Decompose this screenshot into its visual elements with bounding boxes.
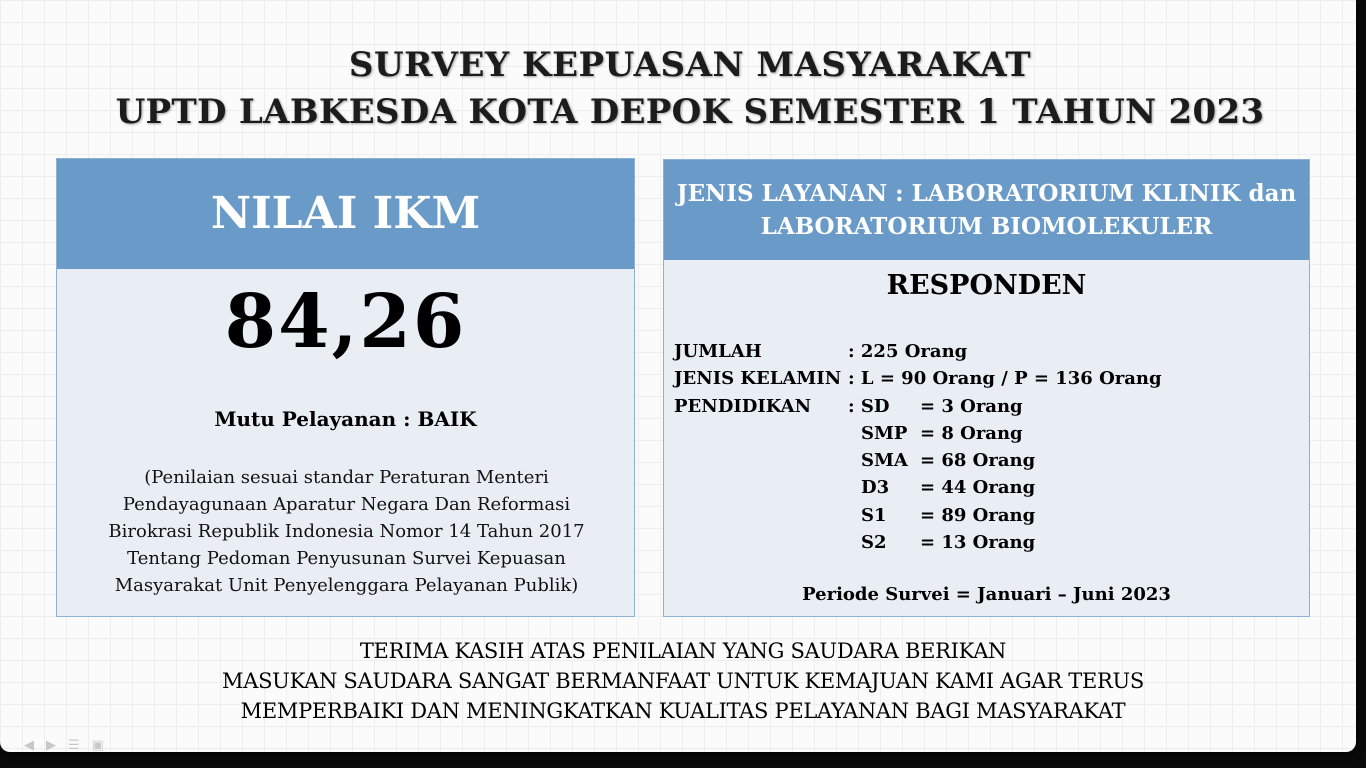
pendidikan-level: : SD [848, 395, 890, 417]
previous-slide-icon[interactable]: ◀ [24, 738, 46, 753]
note-line: Birokrasi Republik Indonesia Nomor 14 Tahun 2017 [108, 521, 585, 542]
slide-show-icon[interactable]: ▣ [91, 738, 116, 753]
footer-line-2: MASUKAN SAUDARA SANGAT BERMANFAAT UNTUK KEMAJUAN KAMI AGAR TERUS [222, 669, 1144, 693]
menu-icon[interactable]: ☰ [68, 738, 92, 753]
note-line: Pendayagunaan Aparatur Negara Dan Reformasi [122, 494, 571, 515]
pendidikan-count: = 89 Orang [920, 504, 1036, 526]
pendidikan-count: = 8 Orang [920, 422, 1023, 444]
jenis-kelamin-row [674, 365, 1294, 392]
ikm-score: 84,26 [224, 279, 467, 365]
layanan-panel-header [664, 160, 1309, 260]
slide-title [0, 42, 1366, 136]
pendidikan-row [674, 420, 1294, 447]
note-line: (Penilaian sesuai standar Peraturan Menteri [144, 467, 549, 488]
pendidikan-count: = 68 Orang [920, 450, 1036, 472]
pendidikan-row [674, 474, 1294, 501]
pendidikan-row [674, 447, 1294, 474]
pendidikan-row [674, 393, 1294, 420]
next-slide-icon[interactable]: ▶ [46, 738, 68, 753]
jenis-kelamin-value: : L = 90 Orang / P = 136 Orang [848, 368, 1162, 390]
ikm-panel-header: NILAI IKM [57, 159, 634, 269]
jumlah-row [674, 338, 1294, 365]
jumlah-label: JUMLAH [674, 341, 762, 362]
thank-you-message [0, 636, 1366, 726]
title-line-2: UPTD LABKESDA KOTA DEPOK SEMESTER 1 TAHUN 2023 [115, 92, 1265, 132]
layanan-panel [663, 159, 1310, 617]
slide-navigation [24, 738, 116, 753]
pendidikan-level: SMP [861, 422, 908, 444]
service-quality-label: Mutu Pelayanan : BAIK [214, 407, 477, 431]
pendidikan-level: S1 [861, 504, 887, 526]
ikm-panel [56, 158, 635, 617]
jenis-kelamin-label: JENIS KELAMIN [674, 368, 842, 390]
survey-period: Periode Survei = Januari – Juni 2023 [802, 584, 1171, 605]
pendidikan-level: S2 [861, 532, 887, 554]
pendidikan-count: = 3 Orang [920, 395, 1023, 417]
pendidikan-count: = 44 Orang [920, 477, 1036, 499]
note-line: Tentang Pedoman Penyusunan Survei Kepuasan [127, 548, 566, 569]
pendidikan-count: = 13 Orang [920, 532, 1036, 554]
pendidikan-level: SMA [861, 450, 908, 472]
jumlah-value: : 225 Orang [848, 341, 968, 362]
pendidikan-label: PENDIDIKAN [674, 395, 812, 417]
layanan-header-line-1: JENIS LAYANAN : LABORATORIUM KLINIK dan [676, 180, 1297, 207]
regulation-note [77, 464, 616, 599]
pendidikan-row [674, 529, 1294, 556]
pendidikan-row [674, 502, 1294, 529]
responden-title: RESPONDEN [886, 270, 1087, 301]
pendidikan-level: D3 [861, 477, 890, 499]
footer-line-3: MEMPERBAIKI DAN MENINGKATKAN KUALITAS PELAYANAN BAGI MASYARAKAT [240, 699, 1126, 723]
note-line: Masyarakat Unit Penyelenggara Pelayanan Publik) [114, 575, 579, 596]
layanan-header-line-2: LABORATORIUM BIOMOLEKULER [760, 213, 1213, 240]
responden-details [674, 338, 1294, 556]
title-line-1: SURVEY KEPUASAN MASYARAKAT [348, 45, 1032, 85]
footer-line-1: TERIMA KASIH ATAS PENILAIAN YANG SAUDARA BERIKAN [359, 639, 1007, 663]
